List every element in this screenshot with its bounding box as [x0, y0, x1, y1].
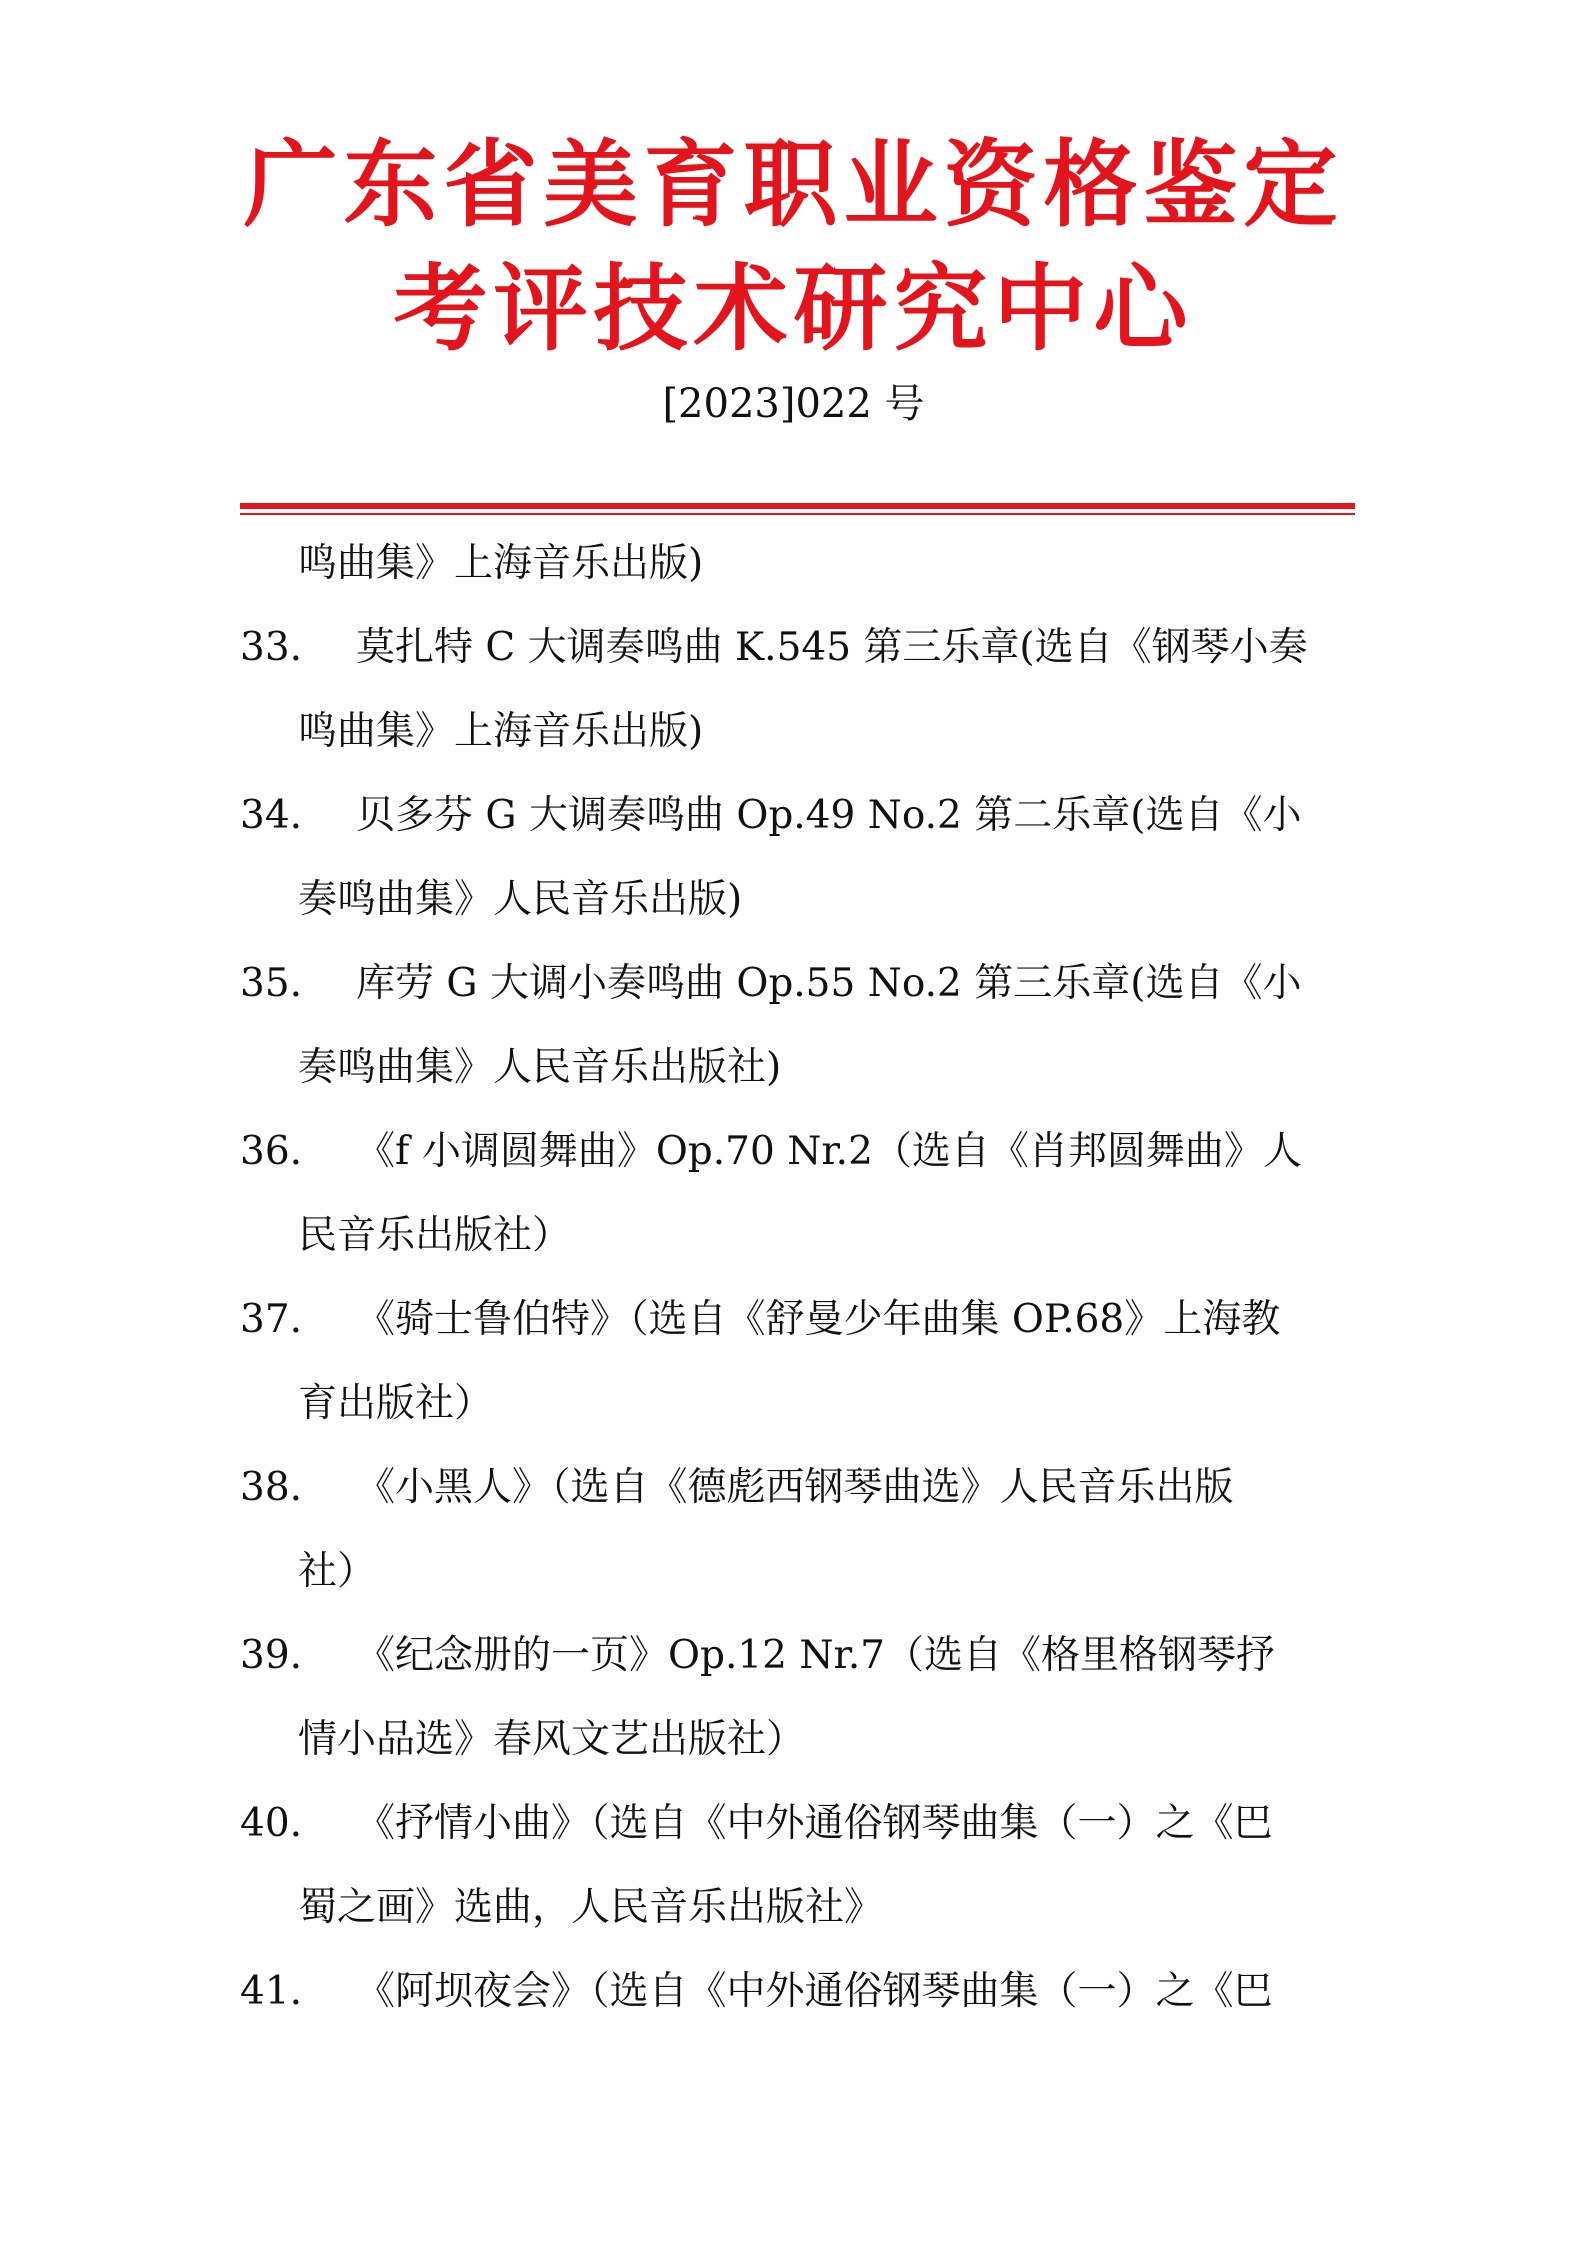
- list-item-40-cont: 蜀之画》选曲，人民音乐出版社》: [298, 1885, 884, 1930]
- item-number: 35.: [240, 961, 303, 1006]
- item-number: 33.: [240, 625, 303, 670]
- item-number: 40.: [240, 1801, 303, 1846]
- item-number: 34.: [240, 793, 303, 838]
- item-number: 37.: [240, 1297, 303, 1342]
- item-number: 41.: [240, 1969, 303, 2014]
- header-title-line2: 考评技术研究中心: [393, 254, 1194, 364]
- list-item-38-cont: 社）: [298, 1549, 377, 1594]
- list-item-37: [240, 1278, 1355, 1362]
- header-title-line1: 广东省美育职业资格鉴定: [243, 130, 1344, 240]
- item-text: 《纪念册的一页》Op.12 Nr.7（选自《格里格钢琴抒: [356, 1633, 1276, 1678]
- list-item-37-cont: 育出版社）: [298, 1381, 494, 1426]
- list-item-33-cont: 鸣曲集》上海音乐出版): [298, 709, 704, 754]
- item-text: 《小黑人》（选自《德彪西钢琴曲选》人民音乐出版: [356, 1465, 1234, 1510]
- list-item-33: [240, 606, 1355, 690]
- list-item-34-cont: 奏鸣曲集》人民音乐出版): [298, 877, 743, 922]
- list-item-34: [240, 774, 1355, 858]
- item-text: 《阿坝夜会》（选自《中外通俗钢琴曲集（一）之《巴: [356, 1969, 1273, 2014]
- header-rule-thin: [240, 513, 1355, 515]
- document-number: [2023]022 号: [662, 381, 925, 427]
- list-item-35: [240, 942, 1355, 1026]
- list-item-41: [240, 1950, 1355, 2034]
- item-number: 38.: [240, 1465, 303, 1510]
- list-item-36-cont: 民音乐出版社）: [298, 1213, 572, 1258]
- list-item-38: [240, 1446, 1355, 1530]
- item-number: 36.: [240, 1129, 303, 1174]
- continuation-line: 鸣曲集》上海音乐出版): [298, 541, 704, 586]
- item-text: 贝多芬 G 大调奏鸣曲 Op.49 No.2 第二乐章(选自《小: [356, 793, 1302, 838]
- list-item-39: [240, 1614, 1355, 1698]
- list-item-39-cont: 情小品选》春风文艺出版社）: [298, 1717, 806, 1762]
- repertoire-list: [240, 522, 1355, 2034]
- item-number: 39.: [240, 1633, 303, 1678]
- item-text: 《抒情小曲》（选自《中外通俗钢琴曲集（一）之《巴: [356, 1801, 1273, 1846]
- item-text: 库劳 G 大调小奏鸣曲 Op.55 No.2 第三乐章(选自《小: [356, 961, 1302, 1006]
- list-item-40: [240, 1782, 1355, 1866]
- item-text: 莫扎特 C 大调奏鸣曲 K.545 第三乐章(选自《钢琴小奏: [356, 625, 1308, 670]
- item-text: 《骑士鲁伯特》（选自《舒曼少年曲集 OP.68》上海教: [356, 1297, 1281, 1342]
- list-item-36: [240, 1110, 1355, 1194]
- list-item-35-cont: 奏鸣曲集》人民音乐出版社): [298, 1045, 782, 1090]
- header-rule-thick: [240, 503, 1355, 509]
- item-text: 《f 小调圆舞曲》Op.70 Nr.2（选自《肖邦圆舞曲》人: [356, 1129, 1302, 1174]
